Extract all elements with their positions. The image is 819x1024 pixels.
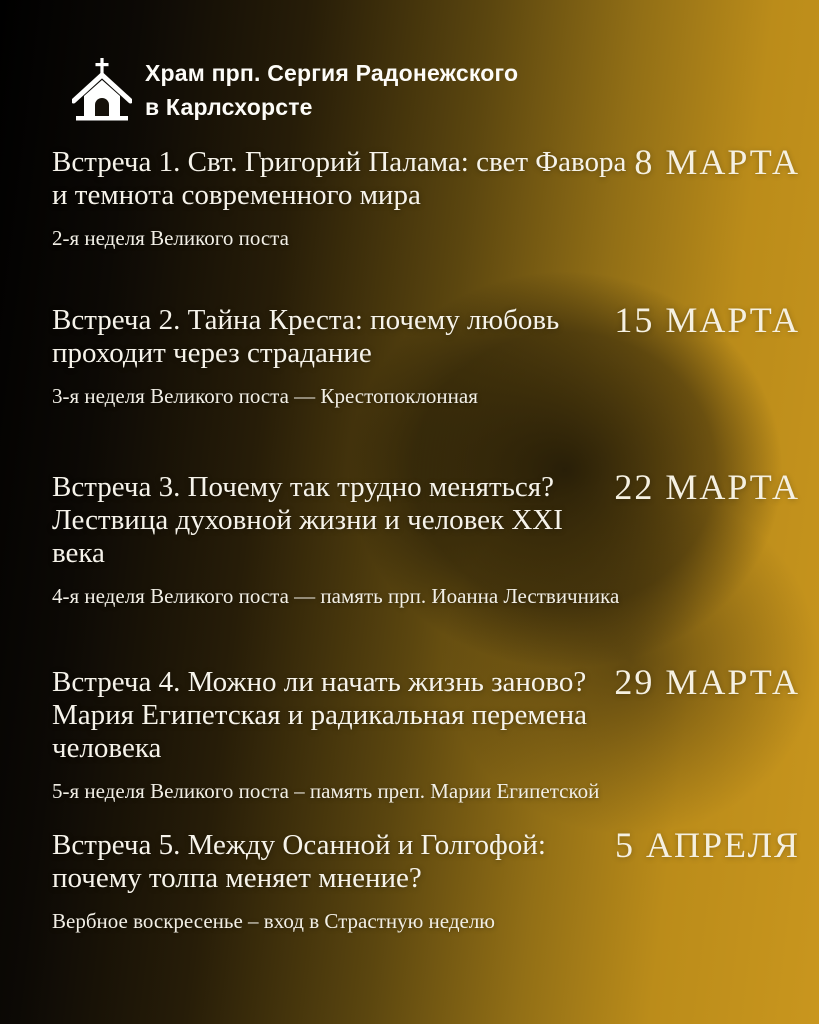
church-name [145,56,518,124]
entry-date: 8 МАРТА [634,142,800,182]
entry-title: Встреча 1. Свт. Григорий Палама: свет Фавора и темнота современного мира [52,146,627,211]
schedule-entry-3 [52,467,800,609]
entry-subtitle: Вербное воскресенье – вход в Страстную неделю [52,909,495,933]
schedule-entry-5 [52,825,800,934]
entry-title: Встреча 4. Можно ли начать жизнь заново? Мария Египетская и радикальная перемена человека [52,666,588,764]
entry-subtitle: 5-я неделя Великого поста – память преп. Марии Египетской [52,779,600,803]
entry-subtitle: 2-я неделя Великого поста [52,226,289,250]
schedule-entry-4 [52,662,800,804]
church-icon [72,58,132,122]
entry-date: 15 МАРТА [614,300,800,340]
entry-title: Встреча 3. Почему так трудно меняться? Лествица духовной жизни и человек XXI века [52,471,563,569]
schedule-entry-2 [52,300,800,409]
entry-head [52,662,800,765]
entry-head [52,825,800,895]
schedule-list [52,142,800,934]
church-name-line1: Храм прп. Сергия Радонежского [145,60,519,86]
entry-title: Встреча 2. Тайна Креста: почему любовь проходит через страдание [52,304,560,369]
church-name-line2: в Карлсхорсте [145,94,313,120]
entry-subtitle: 3-я неделя Великого поста — Крестопоклонная [52,384,478,408]
entry-date: 29 МАРТА [614,662,800,702]
entry-title: Встреча 5. Между Осанной и Голгофой: почему толпа меняет мнение? [52,829,546,894]
entry-subtitle: 4-я неделя Великого поста — память прп. Иоанна Лествичника [52,584,620,608]
header [72,56,518,124]
entry-date: 5 АПРЕЛЯ [615,825,800,865]
schedule-entry-1 [52,142,800,251]
entry-date: 22 МАРТА [614,467,800,507]
entry-head [52,300,800,370]
entry-head [52,467,800,570]
entry-head [52,142,800,212]
